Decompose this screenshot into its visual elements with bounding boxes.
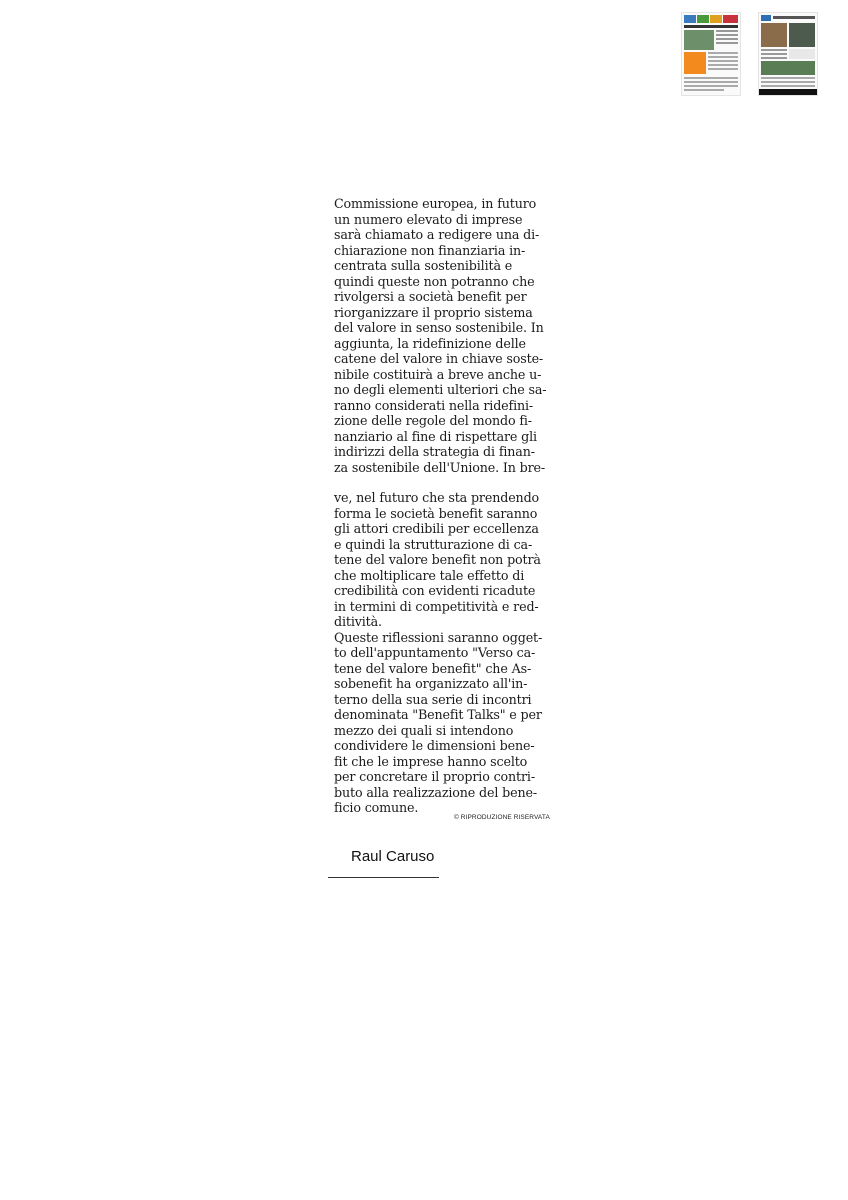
text-line: denominata "Benefit Talks" e per <box>334 707 542 722</box>
text-line: riorganizzare il proprio sistema <box>334 304 533 320</box>
text-line: rivolgersi a società benefit per <box>334 289 527 304</box>
copyright-notice: © RIPRODUZIONE RISERVATA <box>454 814 550 821</box>
text-line: aggiunta, la ridefinizione delle <box>334 335 526 351</box>
text-line: del valore in senso sostenibile. In <box>334 320 544 335</box>
text-line: condividere le dimensioni bene- <box>334 738 535 753</box>
page-thumbnail-1[interactable] <box>681 12 741 96</box>
text-line: quindi queste non potranno che <box>334 273 535 289</box>
text-line: fit che le imprese hanno scelto <box>334 753 528 769</box>
text-line: Commissione europea, in futuro <box>334 196 537 211</box>
text-line: un numero elevato di imprese <box>334 211 523 227</box>
text-line: catene del valore in chiave soste- <box>334 351 544 366</box>
text-line: e quindi la strutturazione di ca- <box>334 536 533 552</box>
author-name: Raul Caruso <box>351 848 435 865</box>
author-divider <box>328 877 439 878</box>
page-thumbnail-2-preview <box>759 13 817 95</box>
text-line: to dell'appuntamento "Verso ca- <box>334 645 536 660</box>
text-line: za sostenibile dell'Unione. In bre- <box>334 459 546 475</box>
text-line: no degli elementi ulteriori che sa- <box>334 382 547 397</box>
text-line: ditività. <box>334 614 382 629</box>
article-text-block-1 <box>334 196 547 475</box>
text-line: tene del valore benefit" che As- <box>334 660 532 676</box>
text-line: che moltiplicare tale effetto di <box>334 567 525 583</box>
text-line: ve, nel futuro che sta prendendo <box>334 490 540 505</box>
text-line: forma le società benefit saranno <box>334 505 538 521</box>
text-line: terno della sua serie di incontri <box>334 691 532 707</box>
text-line: mezzo dei quali si intendono <box>334 722 514 738</box>
page-thumbnail-2[interactable] <box>758 12 818 96</box>
text-line: Queste riflessioni saranno ogget- <box>334 629 543 645</box>
text-line: ficio comune. <box>334 800 419 815</box>
text-line: tene del valore benefit non potrà <box>334 552 541 567</box>
text-line: sobenefit ha organizzato all'in- <box>334 676 528 691</box>
text-line: nibile costituirà a breve anche u- <box>334 366 542 382</box>
text-line: indirizzi della strategia di finan- <box>334 444 535 459</box>
text-line: zione delle regole del mondo fi- <box>334 413 532 428</box>
text-line: per concretare il proprio contri- <box>334 769 535 784</box>
text-line: ranno considerati nella ridefini- <box>334 397 534 413</box>
text-line: credibilità con evidenti ricadute <box>334 583 536 598</box>
text-line: nanziario al fine di rispettare gli <box>334 428 537 444</box>
article-text-block-2 <box>334 490 543 816</box>
text-line: sarà chiamato a redigere una di- <box>334 227 540 242</box>
text-line: gli attori credibili per eccellenza <box>334 521 539 536</box>
text-line: centrata sulla sostenibilità e <box>334 258 513 273</box>
text-line: chiarazione non finanziaria in- <box>334 242 526 258</box>
text-line: buto alla realizzazione del bene- <box>334 784 537 800</box>
text-line: in termini di competitività e red- <box>334 598 539 614</box>
page-thumbnail-1-preview <box>682 13 740 95</box>
